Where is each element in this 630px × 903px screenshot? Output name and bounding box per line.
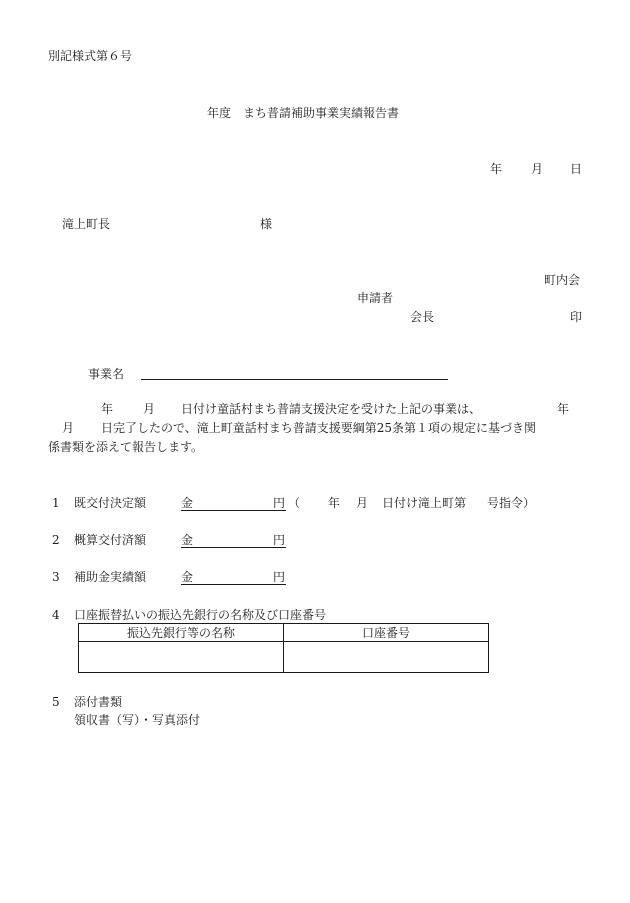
item-2-kin: 金 [181,533,194,547]
item-1-yen: 円 [273,496,286,510]
item-1-note-open: （ [288,496,301,510]
form-number: 別記様式第６号 [48,49,133,63]
applicant-label: 申請者 [357,291,394,305]
item-1-label: 既交付決定額 [74,496,147,510]
date-day-label: 日 [570,162,583,176]
item-3-yen: 円 [273,570,286,584]
bank-account-table [78,623,489,673]
attachments-content: 領収書（写）・写真添付 [74,713,201,727]
item-3-label: 補助金実績額 [74,570,147,584]
date-month-label: 月 [531,162,544,176]
body-month-2: 月 [62,421,75,435]
item-2-number: 2 [52,533,60,547]
body-month-1: 月 [143,402,156,416]
item-4-heading: 口座振替払いの振込先銀行の名称及び口座番号 [74,608,327,622]
body-text-2: 日完了したので、滝上町童話村まち普請支援要綱第25条第１項の規定に基づき関 [101,421,537,435]
project-name-underline [141,379,448,380]
item-3-kin: 金 [181,570,194,584]
item-1-note-month: 月 [356,496,369,510]
item-2-yen: 円 [273,533,286,547]
account-number-header: 口座番号 [284,624,489,642]
item-1-kin: 金 [181,496,194,510]
body-year-1: 年 [101,402,114,416]
addressee-honorific: 様 [260,217,273,231]
item-1-number: 1 [52,496,60,510]
item-1-note-gou: 号指令） [487,496,536,510]
table-row [79,642,489,673]
date-year-label: 年 [490,162,503,176]
item-3-amount-underline [181,584,286,585]
item-5-number: 5 [52,695,60,709]
item-2-amount-underline [181,547,286,548]
seal-mark: 印 [570,310,583,324]
item-3-number: 3 [52,570,60,584]
item-4-number: 4 [52,608,60,622]
body-year-2: 年 [557,402,570,416]
bank-name-cell[interactable] [79,642,284,673]
document-title: 年度 まち普請補助事業実績報告書 [207,106,400,120]
bank-name-header: 振込先銀行等の名称 [79,624,284,642]
body-text-3: 係書類を添えて報告します。 [48,440,204,454]
item-5-heading: 添付書類 [74,695,123,709]
item-2-label: 概算交付済額 [74,533,147,547]
addressee-name: 滝上町長 [62,217,111,231]
item-1-note-text: 日付け滝上町第 [382,496,467,510]
table-header-row [79,624,489,642]
applicant-kaicho: 会長 [410,310,435,324]
project-name-label: 事業名 [88,367,125,381]
account-number-cell[interactable] [284,642,489,673]
item-1-amount-underline [181,510,286,511]
body-text-1: 日付け童話村まち普請支援決定を受けた上記の事業は、 [181,402,482,416]
applicant-chonaikai: 町内会 [544,273,581,287]
item-1-note-year: 年 [328,496,341,510]
